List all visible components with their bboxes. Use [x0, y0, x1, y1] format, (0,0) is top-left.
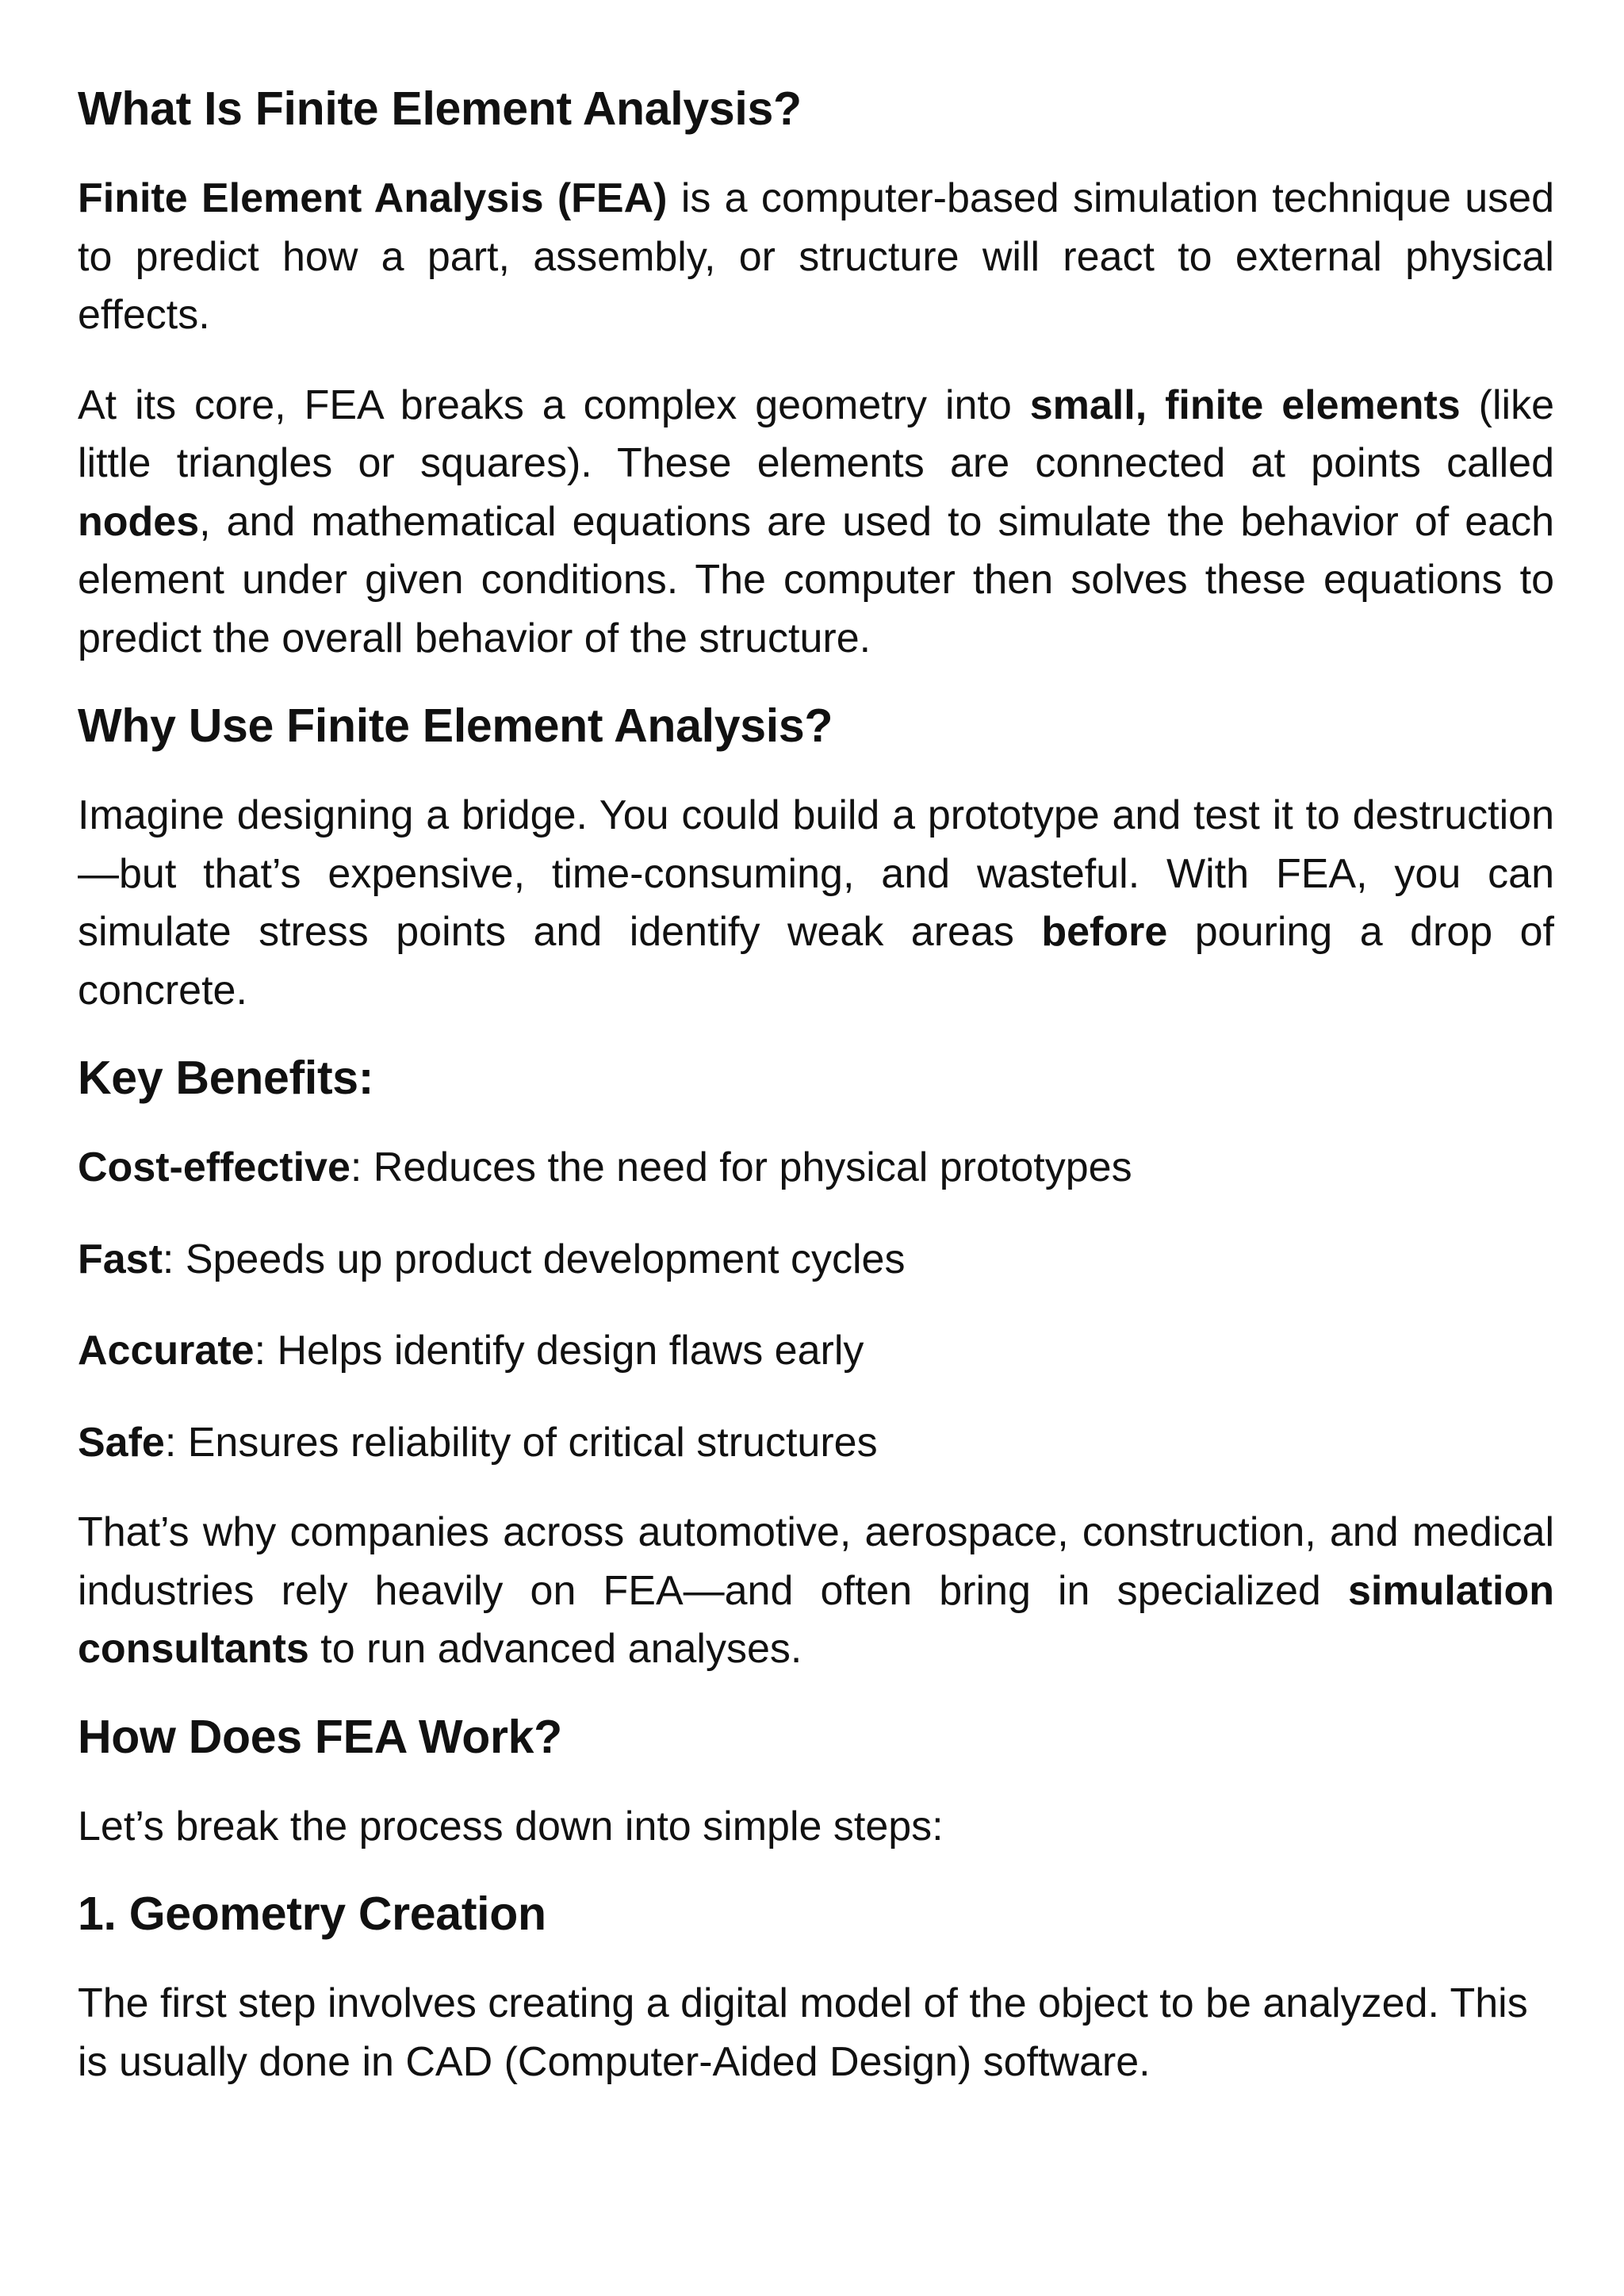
benefit-text: : Speeds up product development cycles — [162, 1236, 906, 1282]
benefit-label: Accurate — [78, 1328, 255, 1374]
benefit-item — [78, 1139, 1554, 1198]
heading-how-fea-works: How Does FEA Work? — [78, 1710, 562, 1763]
benefit-label: Fast — [78, 1236, 163, 1282]
benefit-label: Cost-effective — [78, 1144, 350, 1190]
bold-term-small-finite-elements: small, finite elements — [1029, 381, 1461, 428]
bold-term-before: before — [1041, 909, 1168, 955]
bold-term-nodes: nodes — [78, 498, 200, 545]
paragraph-text: is a computer-based simulation technique used to predict how a part, assembly, or structure will react to external physical effects. — [78, 175, 1555, 338]
benefit-item — [78, 1322, 1554, 1381]
heading-key-benefits: Key Benefits: — [78, 1052, 374, 1104]
heading-what-is-fea: What Is Finite Element Analysis? — [78, 82, 802, 135]
benefit-item — [78, 1231, 1554, 1290]
bold-term-fea: Finite Element Analysis (FEA) — [78, 175, 668, 221]
document-page — [78, 78, 1554, 2091]
bold-term-simulation-consultants: simulation consultants — [78, 1567, 1554, 1672]
benefit-text: : Reduces the need for physical prototypes — [350, 1144, 1132, 1190]
paragraph-fea-definition — [78, 170, 1554, 345]
paragraph-steps-intro: Let’s break the process down into simple steps: — [78, 1803, 944, 1849]
paragraph-industries — [78, 1504, 1554, 1679]
paragraph-text: Imagine designing a bridge. You could build a prototype and test it to destruction—but that’s expensive, time-consuming, and wasteful. With FEA, you can simulate stress points and identify weak areas — [78, 792, 1554, 955]
benefit-label: Safe — [78, 1419, 165, 1466]
paragraph-text: (like little triangles or squares). These elements are connected at points called — [78, 381, 1554, 486]
paragraph-geometry-creation: The first step involves creating a digital model of the object to be analyzed. This is usually done in CAD (Computer-Aided Design) software. — [78, 1980, 1528, 2085]
heading-why-use-fea: Why Use Finite Element Analysis? — [78, 700, 833, 752]
paragraph-text: to run advanced analyses. — [308, 1626, 802, 1672]
paragraph-text: At its core, FEA breaks a complex geometry into — [78, 381, 1030, 428]
heading-step-geometry-creation: 1. Geometry Creation — [78, 1888, 546, 1940]
benefit-item — [78, 1414, 1554, 1473]
paragraph-text: pouring a drop of concrete. — [78, 909, 1554, 1014]
paragraph-text: , and mathematical equations are used to simulate the behavior of each element under given conditions. The computer then solves these equations to predict the overall behavior of the structure. — [78, 498, 1554, 661]
benefit-text: : Helps identify design flaws early — [254, 1328, 864, 1374]
benefit-text: : Ensures reliability of critical structures — [164, 1419, 878, 1466]
paragraph-fea-core — [78, 377, 1554, 669]
paragraph-bridge-example — [78, 787, 1554, 1020]
paragraph-text: That’s why companies across automotive, aerospace, construction, and medical industries rely heavily on FEA—and often bring in specialized — [78, 1509, 1554, 1614]
